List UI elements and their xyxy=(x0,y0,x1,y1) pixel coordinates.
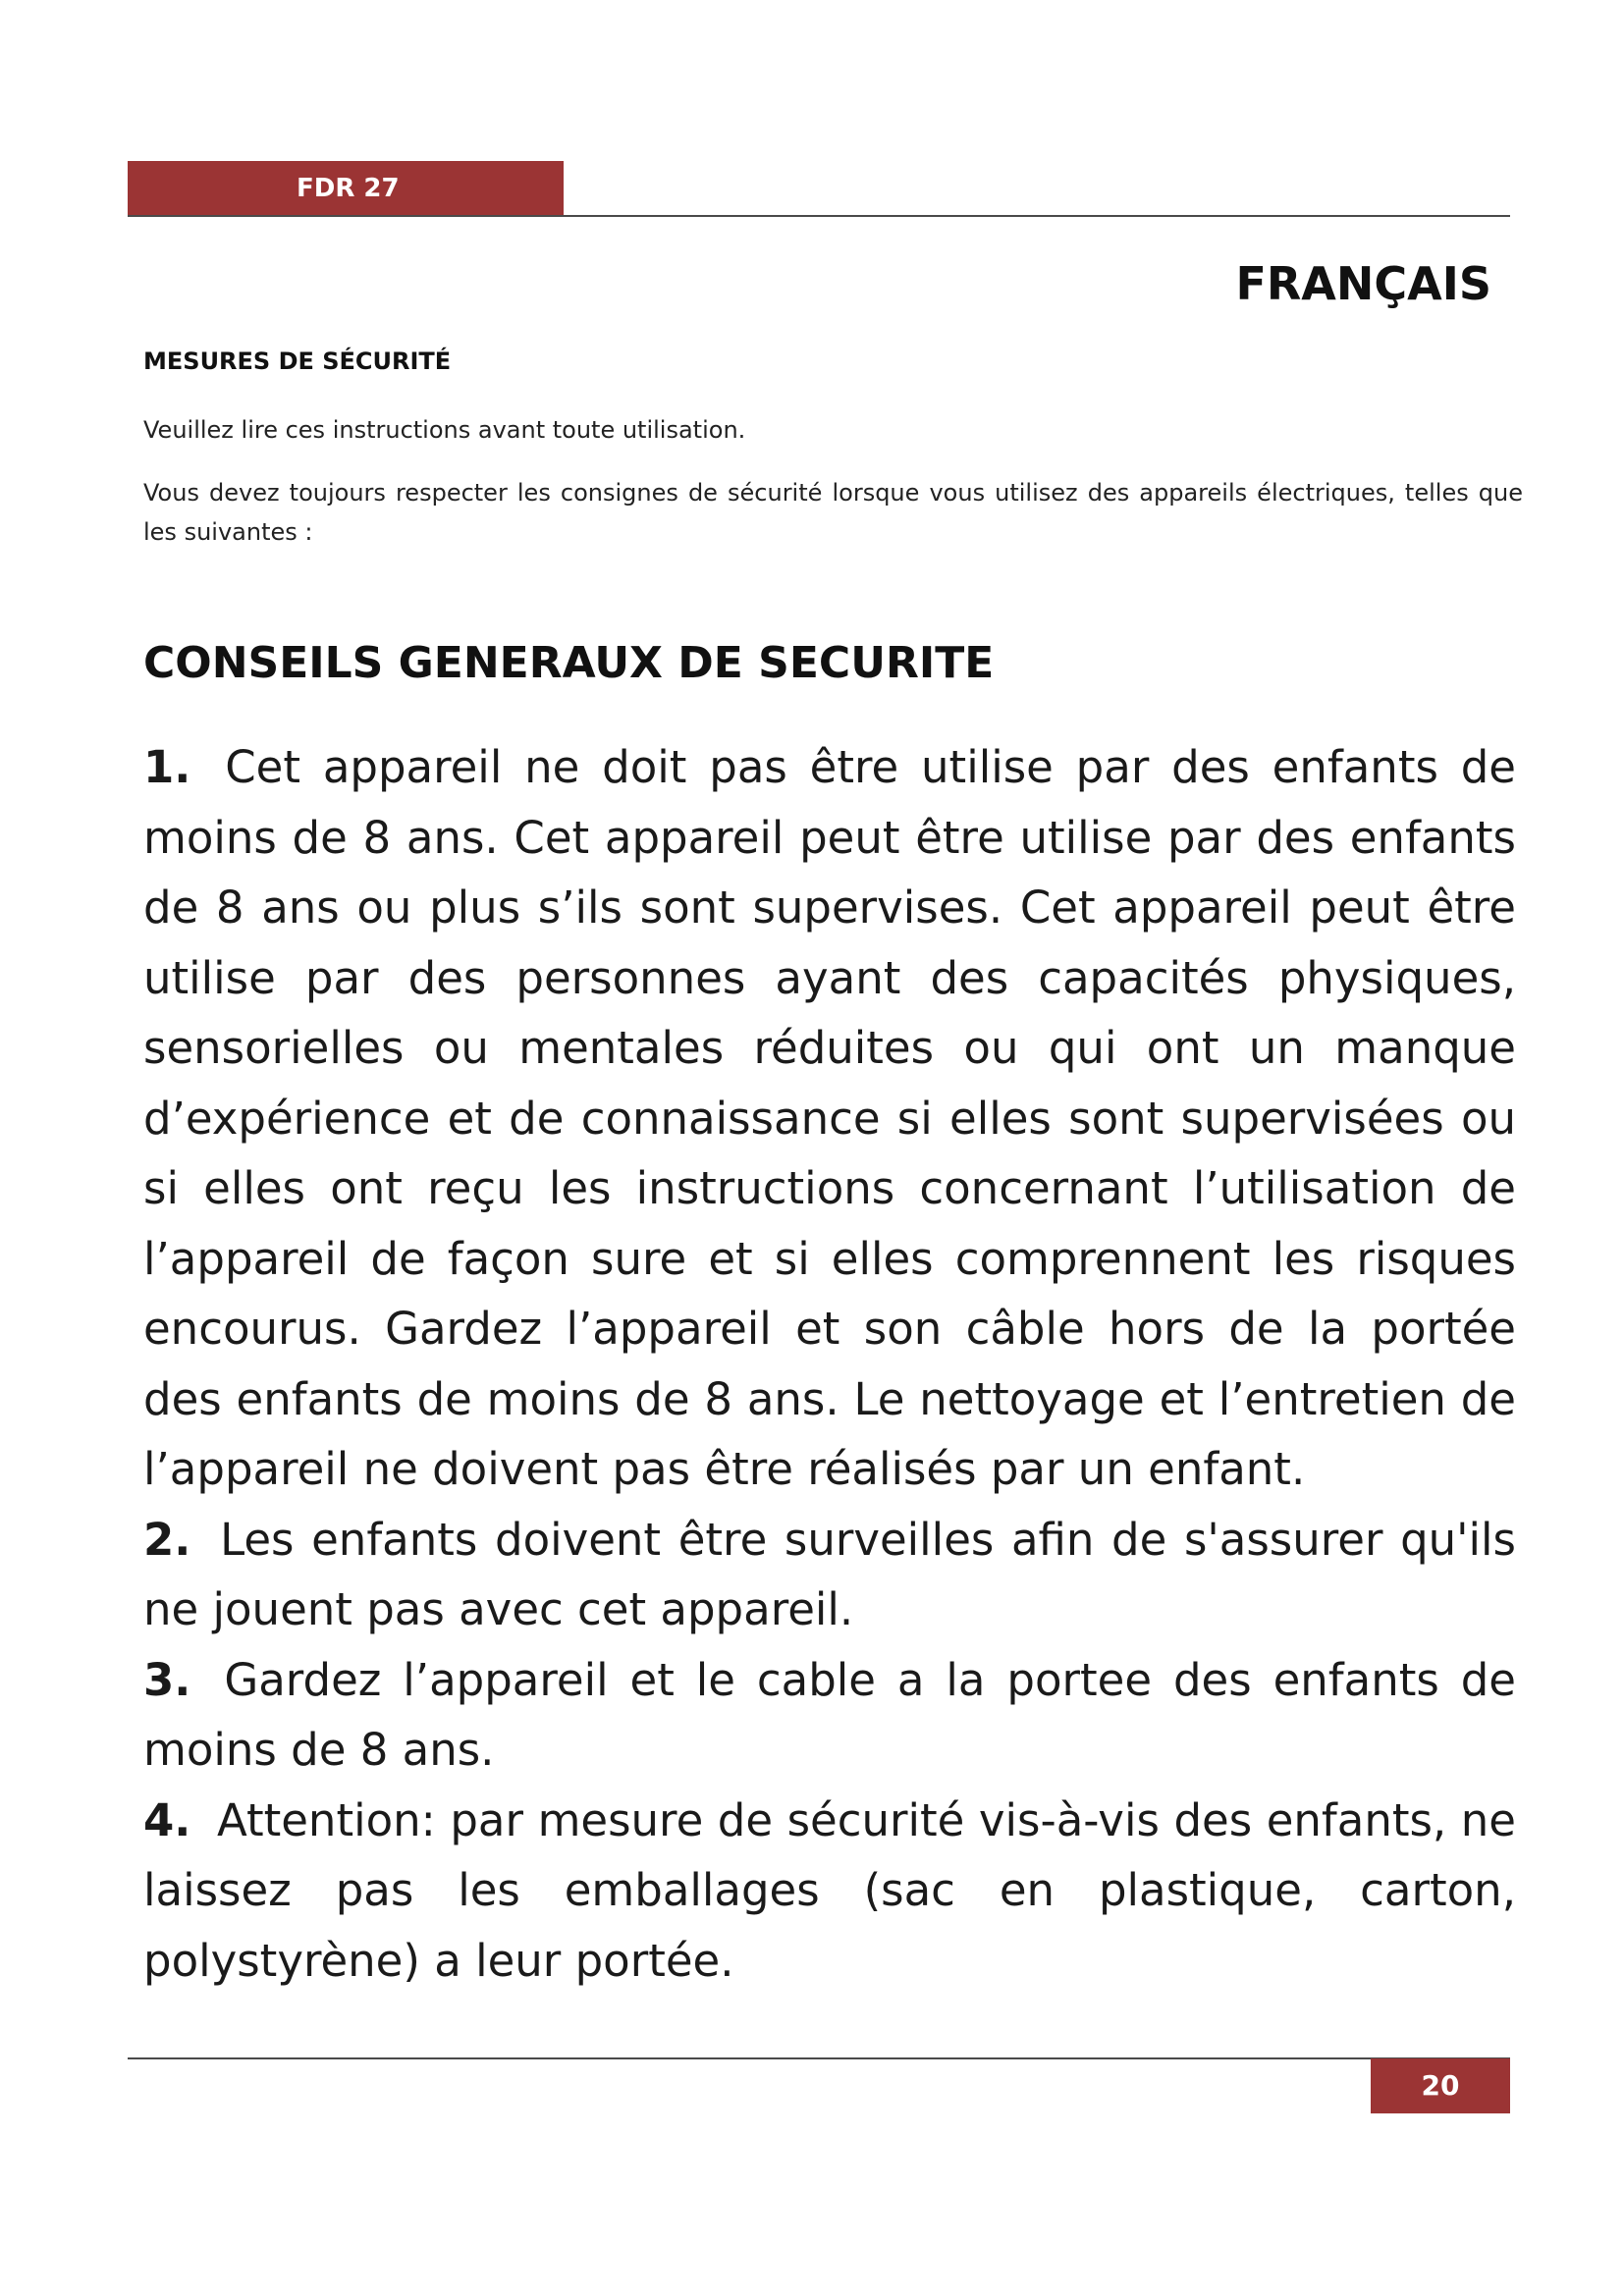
language-title: FRANÇAIS xyxy=(1235,257,1491,310)
model-label-bar xyxy=(128,161,564,216)
safety-advice-item xyxy=(143,732,1516,1505)
advice-text: Attention: par mesure de sécurité vis-à-vis des enfants, ne laissez pas les emballages (sac en plastique, carton, polystyrène) a leur portée. xyxy=(143,1793,1516,1987)
footer-divider xyxy=(128,2057,1510,2059)
safety-advice-list xyxy=(143,732,1516,1996)
advice-text: Les enfants doivent être surveilles afin de s'assurer qu'ils ne jouent pas avec cet appareil. xyxy=(143,1513,1516,1635)
page-number: 20 xyxy=(1371,2058,1510,2113)
model-label: FDR 27 xyxy=(297,174,400,203)
safety-advice-item xyxy=(143,1786,1516,1997)
advice-text: Gardez l’appareil et le cable a la portee des enfants de moins de 8 ans. xyxy=(143,1653,1516,1776)
advice-number: 1. xyxy=(143,741,191,793)
safety-measures-heading: MESURES DE SÉCURITÉ xyxy=(143,347,452,375)
safety-advice-item xyxy=(143,1505,1516,1645)
safety-intro: Veuillez lire ces instructions avant toute utilisation. xyxy=(143,416,746,444)
advice-number: 3. xyxy=(143,1653,191,1706)
safety-requirement: Vous devez toujours respecter les consignes de sécurité lorsque vous utilisez des appareils électriques, telles que les suivantes : xyxy=(143,479,1523,546)
advice-text: Cet appareil ne doit pas être utilise par des enfants de moins de 8 ans. Cet appareil peut être utilise par des enfants de 8 ans ou plus s’ils sont supervises. Cet appareil peut être utilise par des personnes ayant des capacités physiques, sensorielles ou mentales réduites ou qui ont un manque d’expérience et de connaissance si elles sont supervisées ou si elles ont reçu les instructions concernant l’utilisation de l’appareil de façon sure et si elles comprennent les risques encourus. Gardez l’appareil et son câble hors de la portée des enfants de moins de 8 ans. Le nettoyage et l’entretien de l’appareil ne doivent pas être réalisés par un enfant. xyxy=(143,741,1516,1495)
advice-number: 4. xyxy=(143,1793,191,1846)
header-divider xyxy=(128,215,1510,217)
safety-advice-item xyxy=(143,1645,1516,1786)
general-safety-heading: CONSEILS GENERAUX DE SECURITE xyxy=(143,638,995,688)
advice-number: 2. xyxy=(143,1513,191,1566)
